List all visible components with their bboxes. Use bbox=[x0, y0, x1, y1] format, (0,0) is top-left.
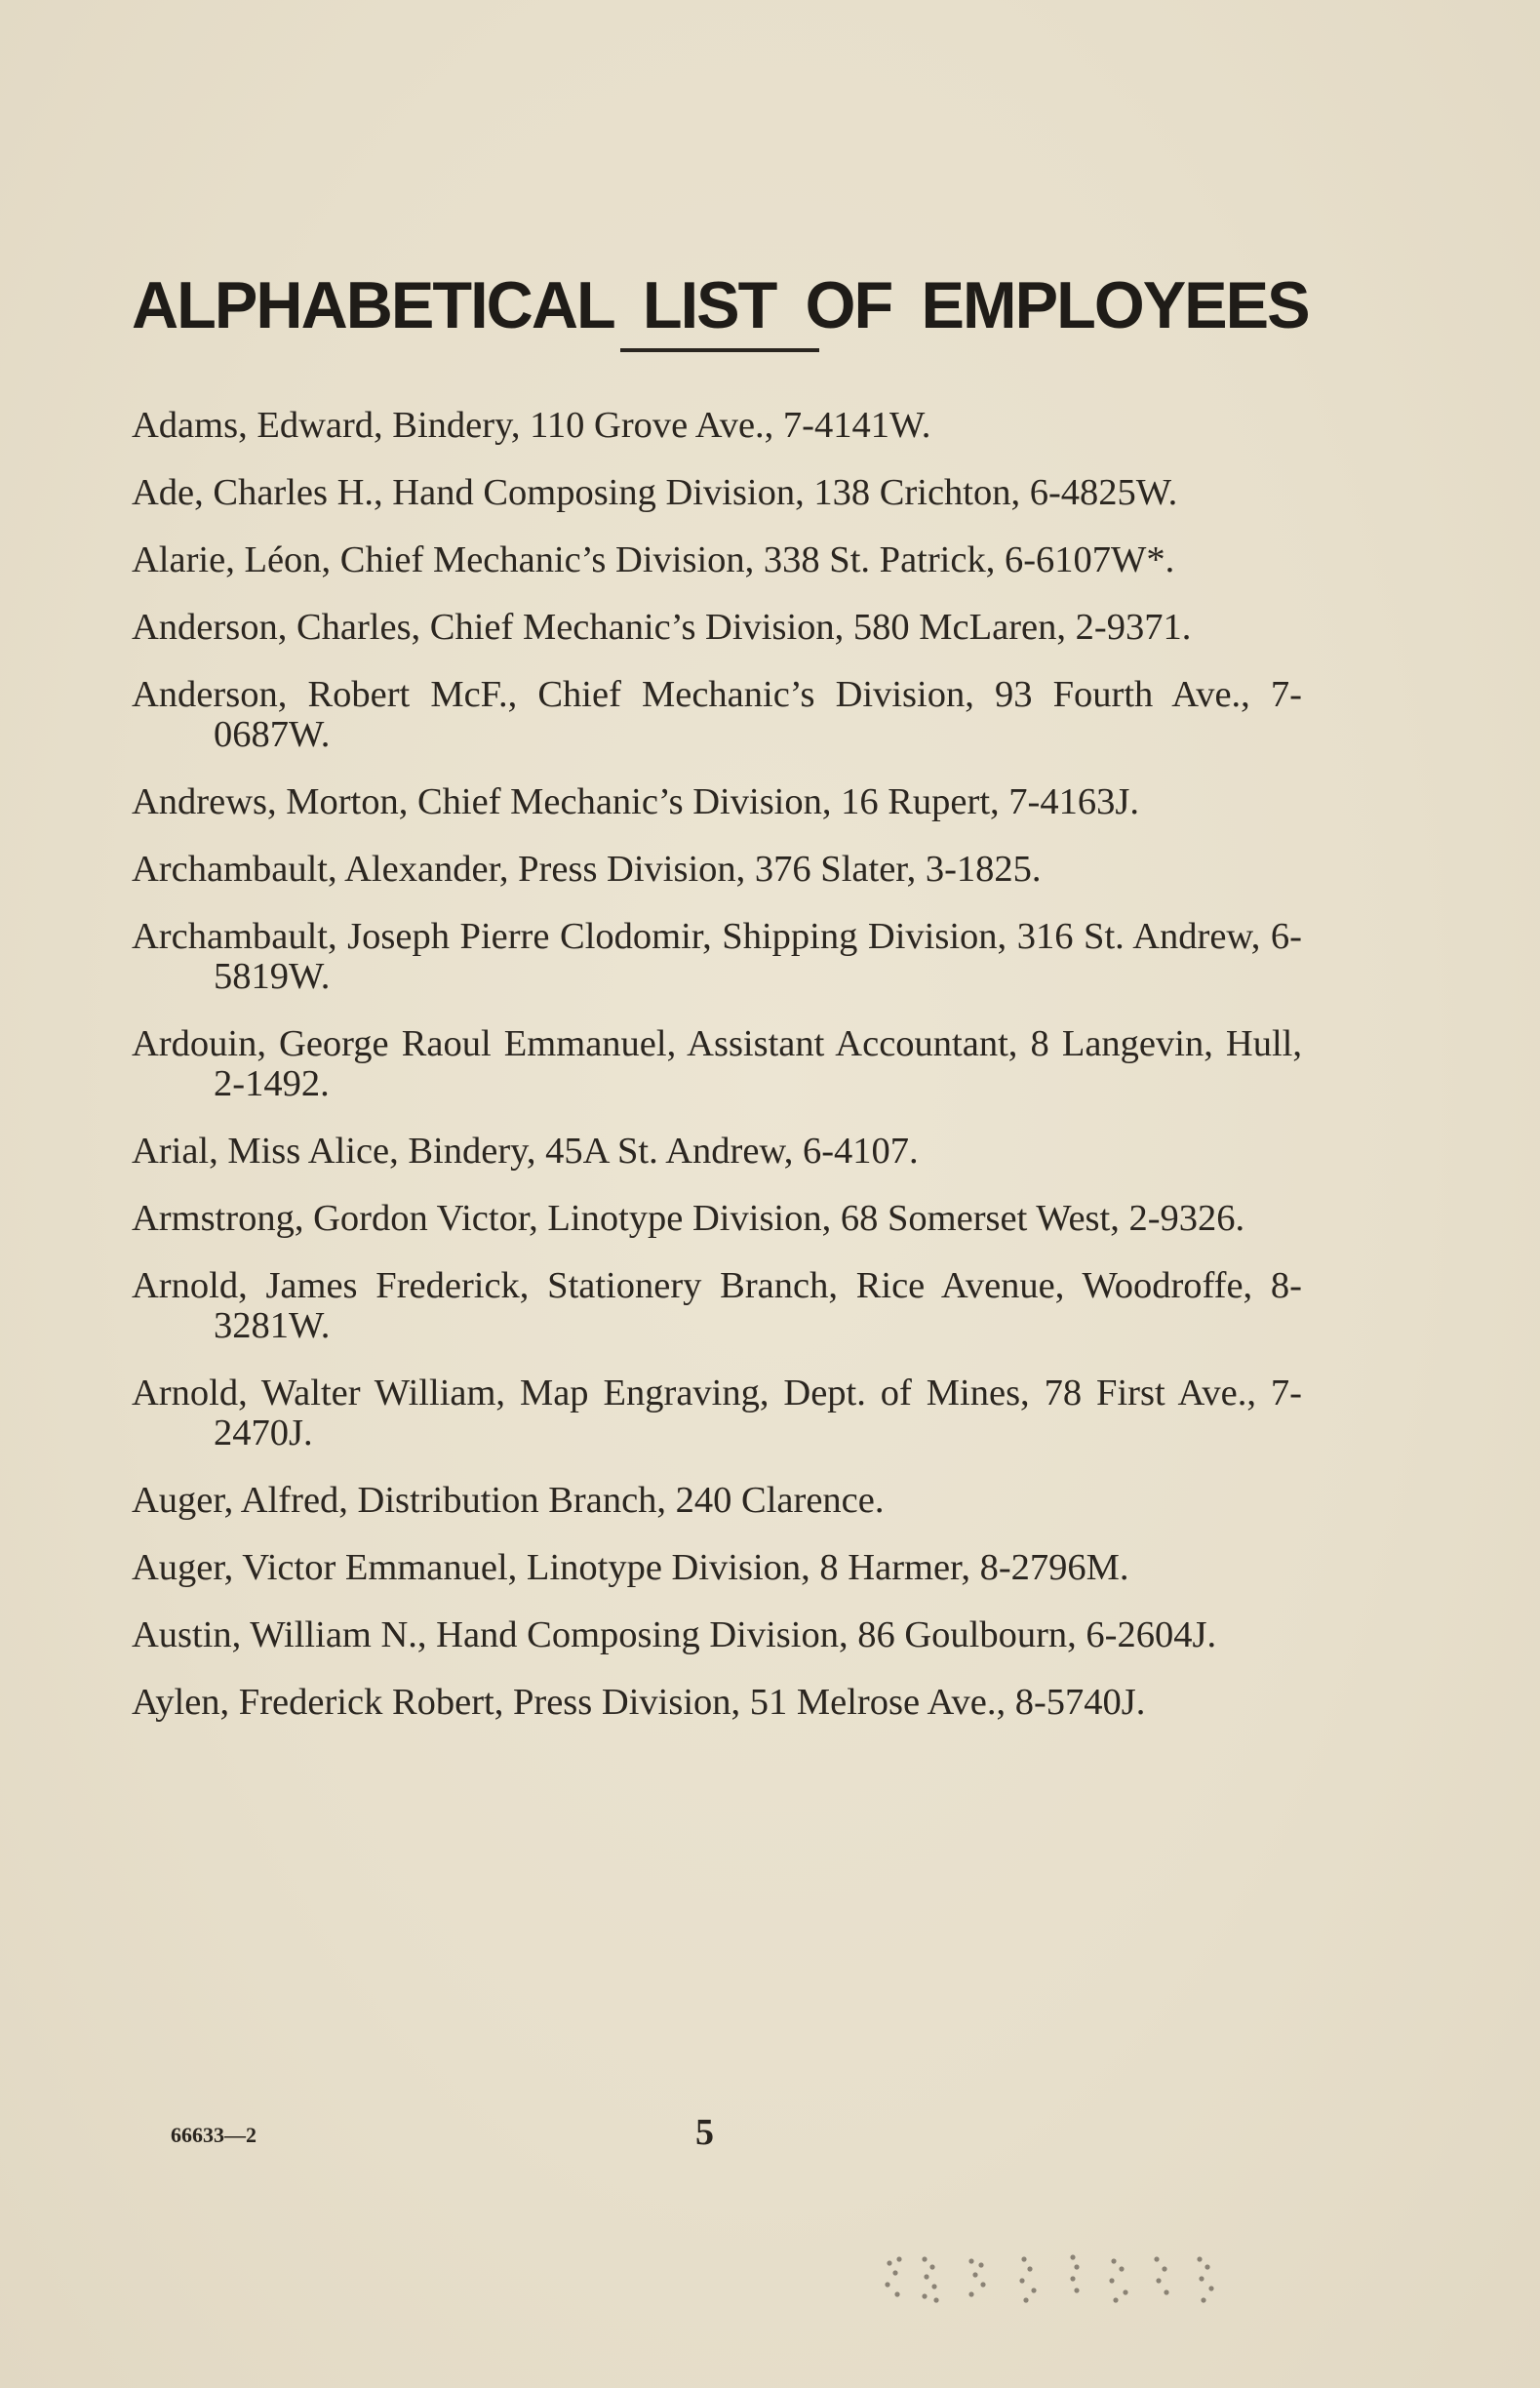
employee-entry: Auger, Alfred, Distribution Branch, 240 Clarence. bbox=[132, 1480, 885, 1521]
employee-entry: Ardouin, George Raoul Emmanuel, Assistant Accountant, 8 Langevin, Hull, 2-1492. bbox=[132, 1023, 1302, 1104]
employee-entry: Andrews, Morton, Chief Mechanic’s Division, 16 Rupert, 7-4163J. bbox=[132, 781, 1139, 822]
employee-entry: Auger, Victor Emmanuel, Linotype Division, 8 Harmer, 8-2796M. bbox=[132, 1547, 1129, 1588]
folio-code: 66633—2 bbox=[171, 2123, 257, 2147]
employee-entry: Austin, William N., Hand Composing Division, 86 Goulbourn, 6-2604J. bbox=[132, 1614, 1217, 1655]
employee-entry: Aylen, Frederick Robert, Press Division, 51 Melrose Ave., 8-5740J. bbox=[132, 1682, 1146, 1723]
employee-entry: Alarie, Léon, Chief Mechanic’s Division, 338 St. Patrick, 6-6107W*. bbox=[132, 539, 1175, 580]
document-title: ALPHABETICAL LIST OF EMPLOYEES bbox=[132, 267, 1309, 342]
employee-list bbox=[132, 406, 1302, 1750]
employee-entry: Arnold, Walter William, Map Engraving, Dept. of Mines, 78 First Ave., 7-2470J. bbox=[132, 1373, 1302, 1453]
employee-entry: Arial, Miss Alice, Bindery, 45A St. Andrew, 6-4107. bbox=[132, 1131, 919, 1172]
employee-entry: Anderson, Robert McF., Chief Mechanic’s Division, 93 Fourth Ave., 7-0687W. bbox=[132, 674, 1302, 755]
title-underline-rule bbox=[620, 348, 819, 352]
employee-entry: Archambault, Alexander, Press Division, 376 Slater, 3-1825. bbox=[132, 849, 1042, 890]
employee-entry: Armstrong, Gordon Victor, Linotype Division, 68 Somerset West, 2-9326. bbox=[132, 1198, 1245, 1239]
perforated-stamp-mark bbox=[882, 2251, 1233, 2308]
employee-entry: Archambault, Joseph Pierre Clodomir, Shipping Division, 316 St. Andrew, 6-5819W. bbox=[132, 916, 1302, 997]
employee-entry: Adams, Edward, Bindery, 110 Grove Ave., 7-4141W. bbox=[132, 405, 931, 446]
employee-entry: Arnold, James Frederick, Stationery Branch, Rice Avenue, Woodroffe, 8-3281W. bbox=[132, 1265, 1302, 1346]
employee-entry: Anderson, Charles, Chief Mechanic’s Division, 580 McLaren, 2-9371. bbox=[132, 607, 1192, 648]
page-number: 5 bbox=[695, 2112, 714, 2153]
employee-entry: Ade, Charles H., Hand Composing Division, 138 Crichton, 6-4825W. bbox=[132, 472, 1178, 513]
